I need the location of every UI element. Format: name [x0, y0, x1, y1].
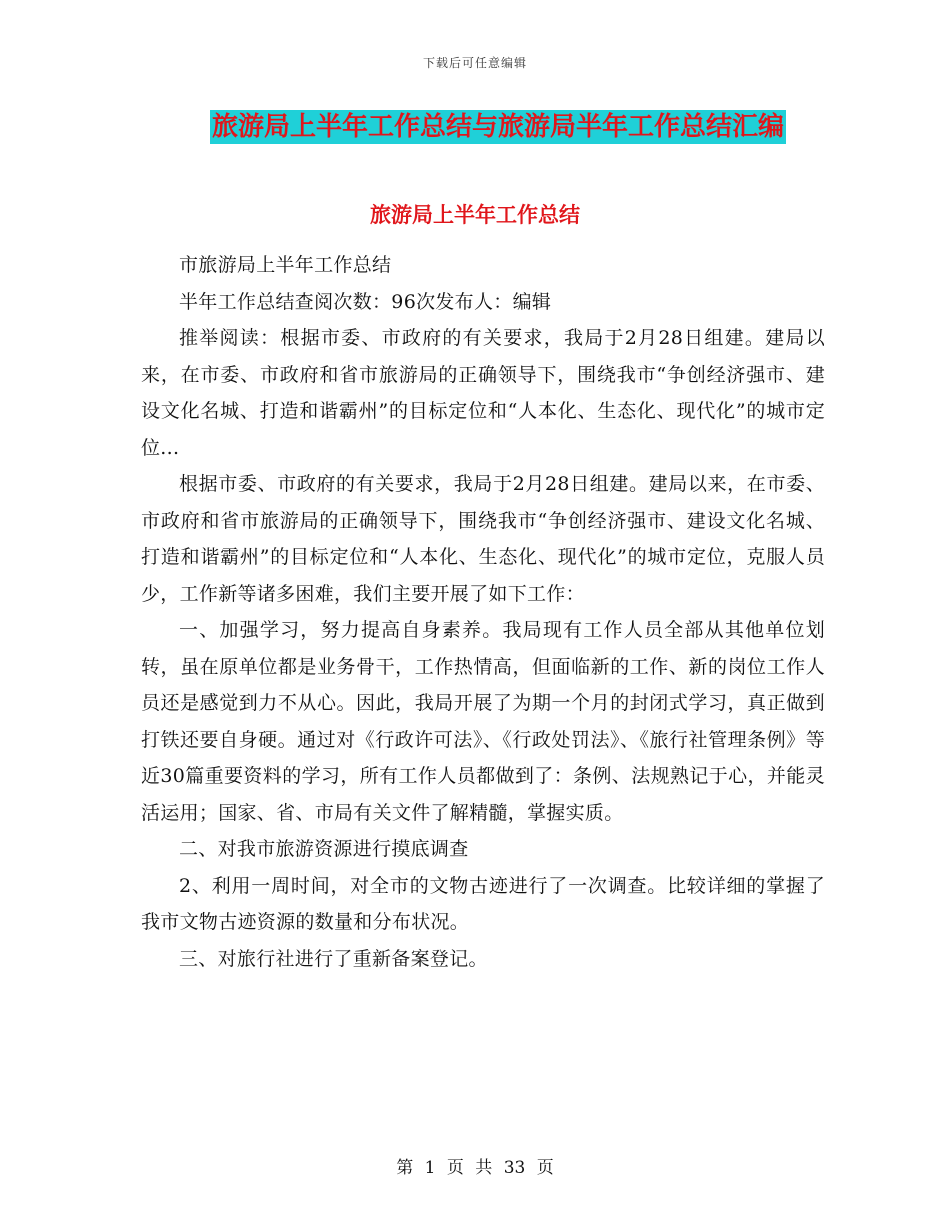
paragraph: 根据市委、市政府的有关要求，我局于2月28日组建。建局以来，在市委、市政府和省市旅游局的正确领导下，围绕我市“争创经济强市、建设文化名城、打造和谐霸州”的目标定位和“人本化、生态化、现代化”的城市定位，克服人员少，工作新等诸多困难，我们主要开展了如下工作： — [141, 473, 825, 605]
header-note: 下载后可任意编辑 — [422, 56, 527, 70]
paragraph: 三、对旅行社进行了重新备案登记。 — [179, 947, 488, 970]
page-number-footer: 第 1 页 共 33 页 — [396, 1158, 554, 1178]
paragraph: 一、加强学习，努力提高自身素养。我局现有工作人员全部从其他单位划转，虽在原单位都是业务骨干，工作热情高，但面临新的工作、新的岗位工作人员还是感觉到力不从心。因此，我局开展了为期一个月的封闭式学习，真正做到打铁还要自身硬。通过对《行政许可法》、《行政处罚法》、《旅行社管理条例》等近30篇重要资料的学习，所有工作人员都做到了：条例、法规熟记于心，并能灵活运用；国家、省、市局有关文件了解精髓，掌握实质。 — [141, 619, 825, 824]
body-text — [141, 247, 825, 977]
paragraph: 二、对我市旅游资源进行摸底调查 — [179, 838, 469, 860]
main-title-container — [0, 110, 950, 144]
paragraph: 市旅游局上半年工作总结 — [179, 254, 392, 276]
paragraph: 2、利用一周时间，对全市的文物古迹进行了一次调查。比较详细的掌握了我市文物古迹资源的数量和分布状况。 — [141, 874, 825, 933]
main-title: 旅游局上半年工作总结与旅游局半年工作总结汇编 — [211, 112, 784, 142]
paragraph: 推举阅读：根据市委、市政府的有关要求，我局于2月28日组建。建局以来，在市委、市政府和省市旅游局的正确领导下，围绕我市“争创经济强市、建设文化名城、打造和谐霸州”的目标定位和“人本化、生态化、现代化”的城市定位... — [141, 327, 825, 459]
section-title: 旅游局上半年工作总结 — [370, 203, 580, 227]
paragraph: 半年工作总结查阅次数：96次发布人：编辑 — [179, 290, 552, 313]
